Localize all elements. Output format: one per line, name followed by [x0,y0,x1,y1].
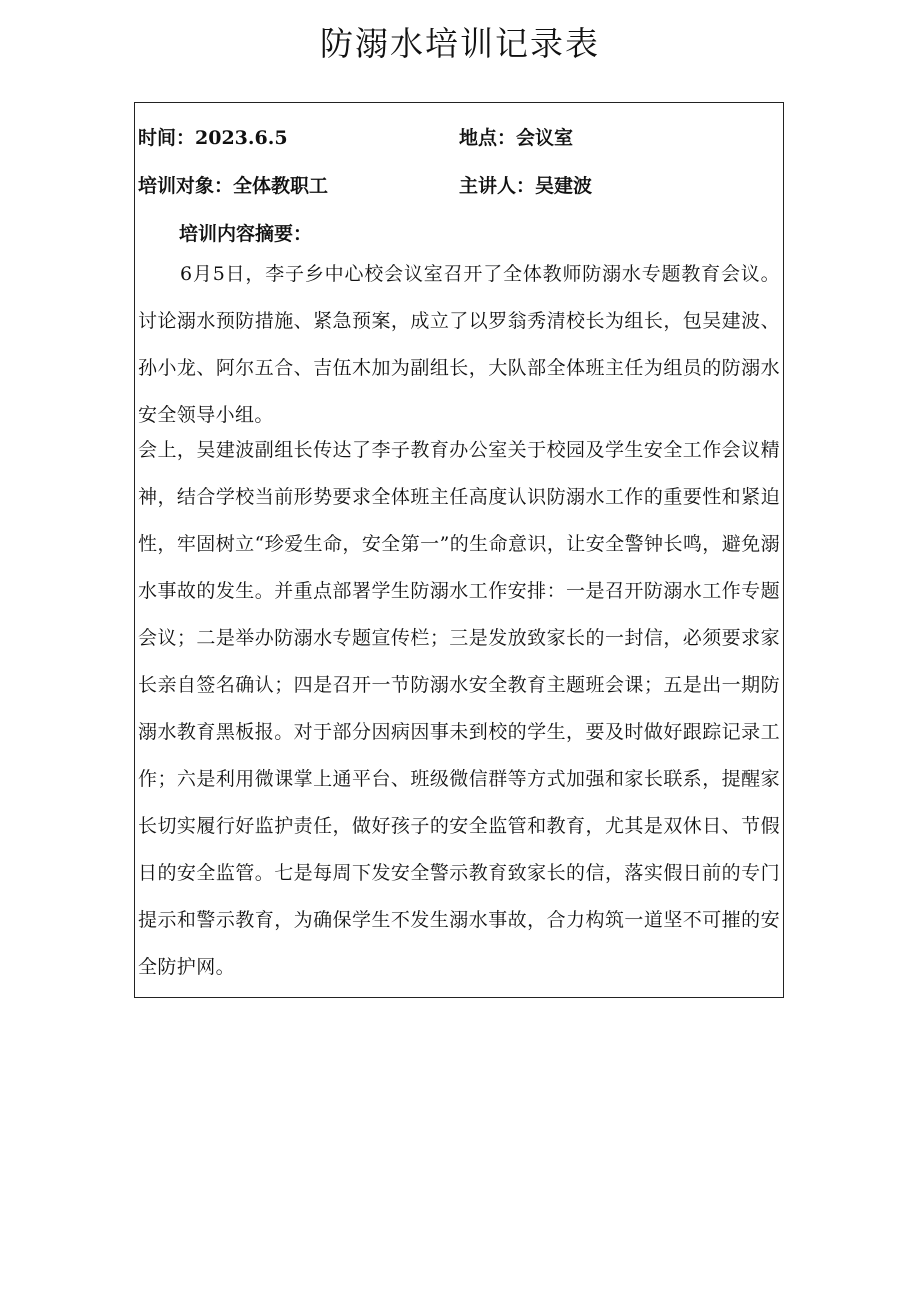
document-title: 防溺水培训记录表 [320,24,600,63]
place-value: 会议室 [516,127,574,149]
record-table [134,102,784,998]
speaker-label: 主讲人： [459,175,536,197]
audience-label: 培训对象： [138,175,234,197]
summary-paragraph-1: 6月5日，李子乡中心校会议室召开了全体教师防溺水专题教育会议。讨论溺水预防措施、紧急预案，成立了以罗翁秀清校长为组长，包吴建波、孙小龙、阿尔五合、吉伍木加为副组长，大队部全体班主任为组员的防溺水安全领导小组。 [138,263,780,426]
time-value: 2023.6.5 [195,127,288,149]
summary-paragraph-2: 会上，吴建波副组长传达了李子教育办公室关于校园及学生安全工作会议精神，结合学校当前形势要求全体班主任高度认识防溺水工作的重要性和紧迫性，牢固树立“珍爱生命，安全第一”的生命意识，让安全警钟长鸣，避免溺水事故的发生。并重点部署学生防溺水工作安排：一是召开防溺水工作专题会议；二是举办防溺水专题宣传栏；三是发放致家长的一封信，必须要求家长亲自签名确认；四是召开一节防溺水安全教育主题班会课；五是出一期防溺水教育黑板报。对于部分因病因事未到校的学生，要及时做好跟踪记录工作；六是利用微课掌上通平台、班级微信群等方式加强和家长联系，提醒家长切实履行好监护责任，做好孩子的安全监管和教育，尤其是双休日、节假日的安全监管。七是每周下发安全警示教育致家长的信，落实假日前的专门提示和警示教育，为确保学生不发生溺水事故，合力构筑一道坚不可摧的安全防护网。 [138,439,780,978]
speaker-value: 吴建波 [535,175,593,197]
place-field [459,123,573,150]
audience-field [138,175,328,197]
meta-row-time-place [138,123,574,150]
time-field [138,127,288,149]
summary-heading: 培训内容摘要： [179,223,313,245]
speaker-field [459,171,592,198]
place-label: 地点： [459,127,517,149]
meta-row-audience-speaker [138,171,593,198]
audience-value: 全体教职工 [233,175,329,197]
time-label: 时间： [138,127,196,149]
